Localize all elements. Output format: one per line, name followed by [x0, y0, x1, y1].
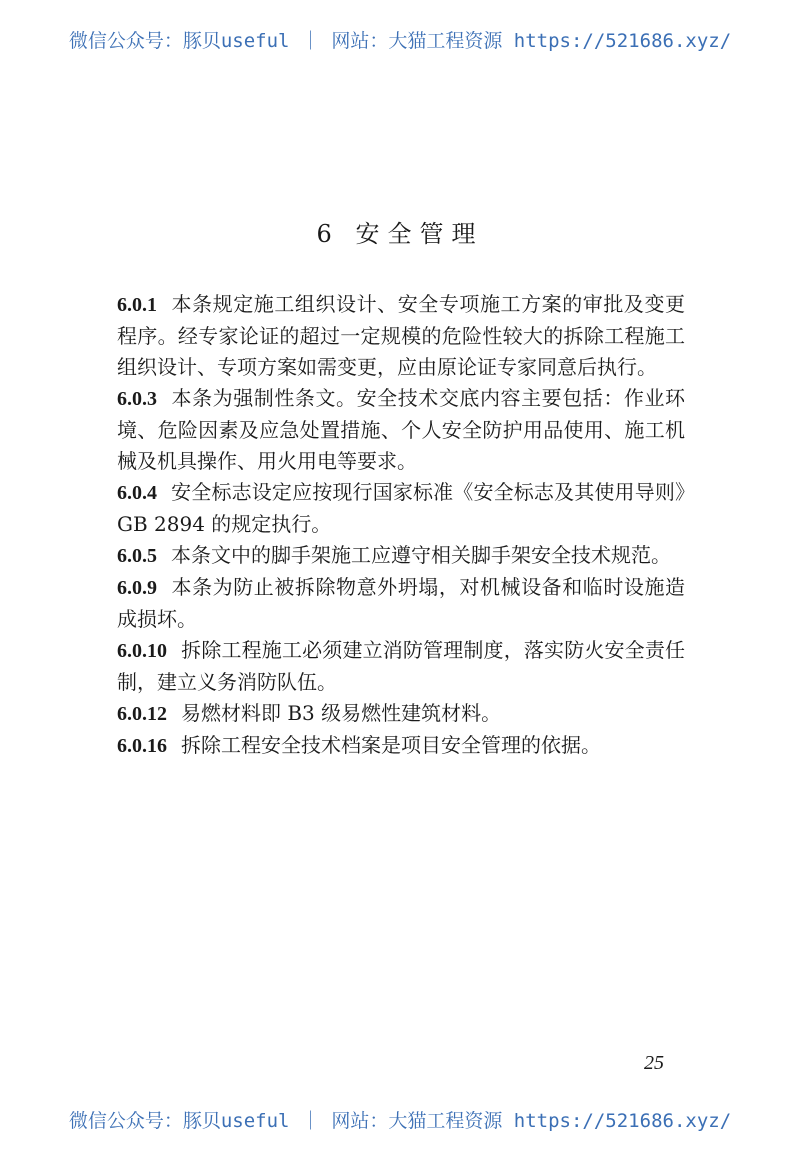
clause-number: 6.0.10 — [117, 640, 167, 662]
page-number: 25 — [644, 1052, 664, 1074]
clause-6-0-5 — [117, 540, 685, 572]
clause-number: 6.0.1 — [117, 294, 157, 316]
clause-number: 6.0.9 — [117, 577, 157, 599]
clause-6-0-1 — [117, 289, 685, 383]
clause-text: 本条为强制性条文。安全技术交底内容主要包括：作业环境、危险因素及应急处置措施、个人安全防护用品使用、施工机械及机具操作、用火用电等要求。 — [117, 386, 685, 473]
clause-text: 拆除工程安全技术档案是项目安全管理的依据。 — [181, 733, 601, 757]
clause-number: 6.0.3 — [117, 388, 157, 410]
clause-text: 本条规定施工组织设计、安全专项施工方案的审批及变更程序。经专家论证的超过一定规模的危险性较大的拆除工程施工组织设计、专项方案如需变更，应由原论证专家同意后执行。 — [117, 292, 685, 379]
clause-6-0-4 — [117, 477, 685, 540]
clause-list — [117, 289, 685, 762]
clause-text: 拆除工程施工必须建立消防管理制度，落实防火安全责任制，建立义务消防队伍。 — [117, 638, 685, 694]
clause-6-0-9 — [117, 572, 685, 635]
clause-text: 易燃材料即 B3 级易燃性建筑材料。 — [181, 701, 502, 725]
clause-6-0-10 — [117, 635, 685, 698]
clause-number: 6.0.5 — [117, 545, 157, 567]
clause-number: 6.0.16 — [117, 735, 167, 757]
section-title: 6 安全管理 — [316, 220, 484, 248]
clause-number: 6.0.4 — [117, 482, 157, 504]
clause-text: 安全标志设定应按现行国家标准《安全标志及其使用导则》GB 2894 的规定执行。 — [117, 480, 685, 536]
clause-6-0-12 — [117, 698, 685, 730]
clause-6-0-3 — [117, 383, 685, 477]
clause-text: 本条文中的脚手架施工应遵守相关脚手架安全技术规范。 — [171, 543, 671, 567]
watermark-footer: 微信公众号：豚贝useful ｜ 网站：大猫工程资源 https://521686.xyz/ — [68, 1110, 732, 1132]
watermark-header: 微信公众号：豚贝useful ｜ 网站：大猫工程资源 https://521686.xyz/ — [68, 30, 732, 52]
clause-number: 6.0.12 — [117, 703, 167, 725]
clause-6-0-16 — [117, 730, 685, 762]
clause-text: 本条为防止被拆除物意外坍塌，对机械设备和临时设施造成损坏。 — [117, 575, 685, 631]
